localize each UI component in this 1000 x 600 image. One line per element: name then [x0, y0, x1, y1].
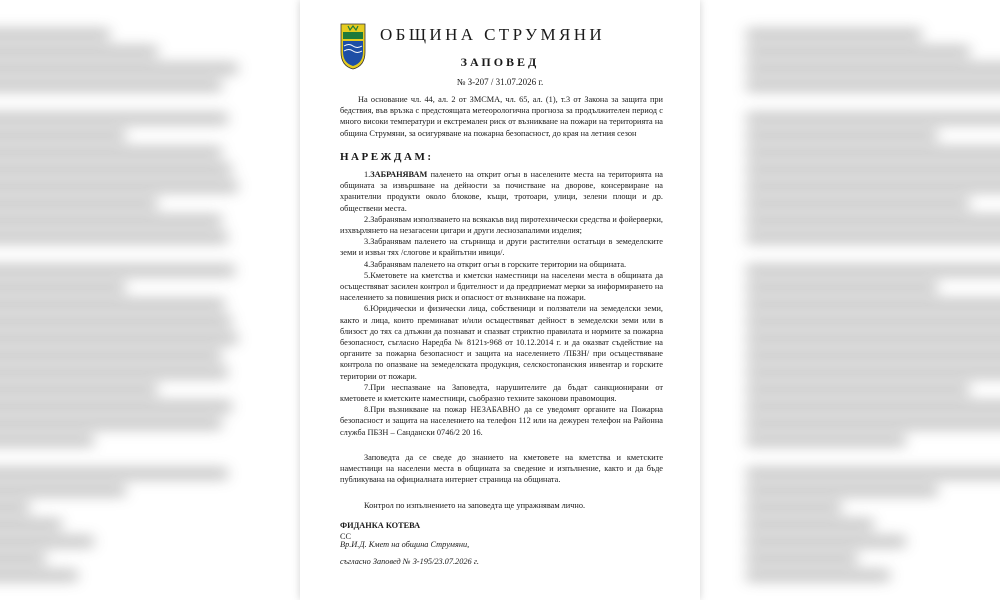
- item-number: 7.: [364, 382, 371, 392]
- order-item: [340, 303, 663, 381]
- control-paragraph: Контрол по изпълнението на заповедта ще упражнявам лично.: [364, 500, 586, 510]
- item-emphasis: ЗАБРАНЯВАМ: [370, 170, 428, 180]
- item-text: Забранявам използването на всякакъв вид пиротехнически средства и фойерверки, изхвърлянето на незагасени цигари и други леснозапалими изделия;: [340, 214, 663, 236]
- item-text: Забранявам паленето на стърнища и други растителни остатъци в земеделските земи и извън тях /слогове и крайпътни ивици/.: [340, 237, 663, 258]
- order-heading: НАРЕЖДАМ:: [340, 150, 434, 163]
- item-number: 5.: [364, 270, 371, 280]
- item-text: Забранявам паленето на открит огън в горските територии на общината.: [370, 259, 627, 269]
- order-number: № З-207 / 31.07.2026 г.: [456, 77, 544, 87]
- signatory-basis: съгласно Заповед № З-195/23.07.2026 г.: [340, 557, 479, 566]
- item-text: При възникване на пожар НЕЗАБАВНО да се уведомят органите на Пожарна безопасност и защита на населението на телефон 112 или на дежурен телефон на Районна служба ПБЗН – Сандански 0746/2 20 16.: [340, 405, 663, 437]
- item-text: При неспазване на Заповедта, нарушителите да бъдат санкционирани от кметовете и кметските наместници, съобразно техните законови правомощия.: [340, 382, 663, 404]
- order-item: [340, 382, 663, 404]
- item-number: 6.: [364, 304, 371, 314]
- item-text: Кметовете на кметства и кметски наместници на населени места в общината да осъществяват засилен контрол и бдителност и да предприемат мерки за информирането на населението за повишения риск и опасност от възникване на пожари.: [340, 270, 663, 303]
- order-item: [340, 259, 663, 270]
- item-number: 8.: [364, 405, 371, 415]
- order-body: [340, 94, 663, 542]
- order-item: [340, 214, 663, 236]
- preamble-paragraph: На основание чл. 44, ал. 2 от ЗМСМА, чл. 65, ал. (1), т.3 от Закона за защита при бедствия, във връзка с предстоящата метеорологична прогноза за продължителен период с много високи температури и екстремален риск от възникване на пожари на територията на община Струмяни, за осигуряване на пожарна безопасност, до края на летния сезон: [340, 95, 663, 138]
- cc-note: СС: [340, 531, 352, 541]
- order-title: ЗАПОВЕД: [460, 55, 540, 69]
- item-text: паленето на открит огън в населените места на територията на общината за извършване на дейности за почистване на дворове, консервиране на хранителни продукти около блокове, къщи, тротоари, улици, зелени площи и др. обществени места.: [340, 170, 663, 213]
- signatory-role: Вр.И.Д. Кмет на община Струмяни,: [340, 540, 470, 549]
- item-text: Юридически и физически лица, собственици и ползватели на земеделски земи, както и лица, които преминават и/или осъществяват дейност в земеделски земи или в близост до тях са длъжни да познават и спазват стриктно правилата и нормите за пожарна безопасност, съгласно Наредба № 8121з-968 от 10.12.2014 г. и да оказват съдействие на органите за пожарна безопасност и защита на населението /ПБЗН/ при осъществяване контрола по опазване на земеделската продукция, селскостопанския инвентар и горските територии от пожари.: [340, 304, 663, 381]
- order-item: [340, 169, 663, 214]
- signatory-name: ФИДАНКА КОТЕВА: [340, 521, 421, 530]
- blurred-background-right: [700, 0, 1000, 600]
- item-number: 1.: [364, 170, 371, 180]
- order-item: [340, 236, 663, 258]
- item-number: 4.: [364, 259, 371, 269]
- item-number: 3.: [364, 237, 371, 247]
- item-number: 2.: [364, 214, 371, 224]
- order-item: [340, 270, 663, 304]
- closing-paragraph: Заповедта да се сведе до знанието на кметовете на кметства и кметските наместници на населени места в общината за сведение и изпълнение, както и да бъде публикувана на официалната интернет страница на общината.: [340, 452, 663, 485]
- order-item: [340, 404, 663, 438]
- municipality-name: ОБЩИНА СТРУМЯНИ: [380, 25, 606, 44]
- signature-block: [340, 520, 660, 567]
- blurred-background-left: [0, 0, 300, 600]
- document-page: [300, 0, 700, 600]
